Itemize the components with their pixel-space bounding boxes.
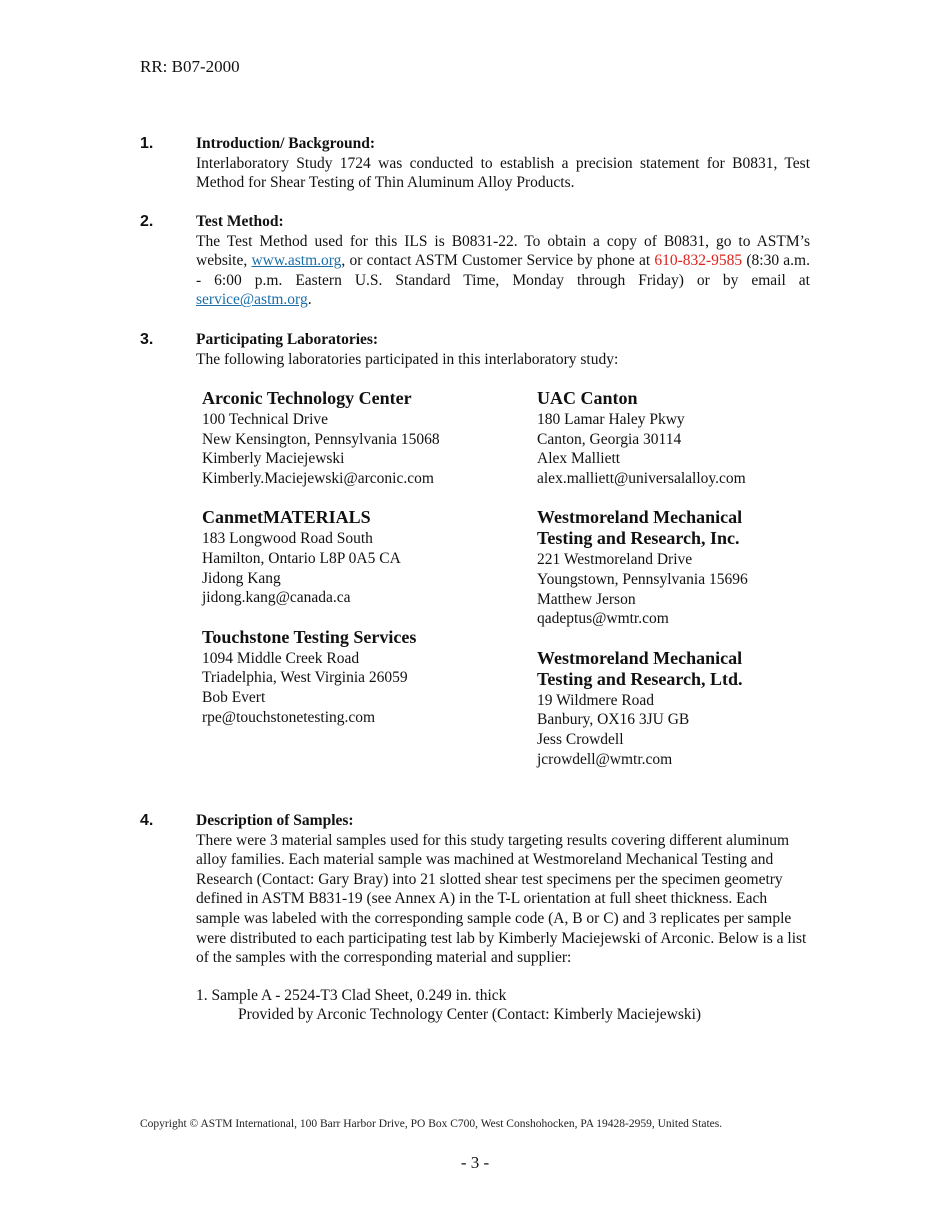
- lab-entry: [537, 388, 857, 488]
- lab-name-line: Westmoreland Mechanical: [537, 647, 743, 668]
- lab-column-right: [537, 388, 857, 788]
- lab-city: New Kensington, Pennsylvania 15068: [202, 430, 440, 448]
- section-text: [196, 232, 810, 310]
- lab-contact: Alex Malliett: [537, 450, 621, 468]
- astm-website-link[interactable]: www.astm.org: [251, 252, 342, 270]
- lab-address: 183 Longwood Road South: [202, 530, 373, 548]
- lab-city: Triadelphia, West Virginia 26059: [202, 669, 408, 687]
- lab-address: 100 Technical Drive: [202, 411, 329, 428]
- lab-email: jidong.kang@canada.ca: [202, 589, 351, 607]
- sample-provider: Provided by Arconic Technology Center (Contact: Kimberly Maciejewski): [238, 1006, 702, 1024]
- lab-city: Youngstown, Pennsylvania 15696: [537, 570, 748, 588]
- lab-email: jcrowdell@wmtr.com: [537, 750, 673, 768]
- copyright-notice: Copyright © ASTM International, 100 Barr Harbor Drive, PO Box C700, West Conshohocken, PA 19428-2959, United States.: [140, 1118, 723, 1130]
- text-segment: (8:30 a.m. - 6:00 p.m. Eastern U.S. Standard Time, Monday through Friday) or by email at: [196, 252, 810, 289]
- lab-entry: [202, 627, 522, 727]
- lab-name: [537, 648, 857, 690]
- lab-city: Banbury, OX16 3JU GB: [537, 711, 690, 729]
- lab-contact: Matthew Jerson: [537, 590, 636, 608]
- lab-name-line: Westmoreland Mechanical: [537, 507, 743, 528]
- text-segment: .: [307, 291, 312, 309]
- lab-address: 180 Lamar Haley Pkwy: [537, 411, 685, 428]
- lab-name-line: Testing and Research, Inc.: [537, 528, 740, 549]
- section-number: 4.: [140, 812, 154, 829]
- lab-name: Touchstone Testing Services: [202, 626, 417, 647]
- service-email-link[interactable]: service@astm.org: [196, 291, 308, 309]
- page-number: - 3 -: [460, 1153, 490, 1172]
- section-description-of-samples: [140, 811, 810, 1025]
- lab-contact: Jidong Kang: [202, 569, 281, 587]
- lab-entry: [537, 648, 857, 769]
- lab-entry: [202, 388, 522, 488]
- phone-number: 610-832-9585: [654, 252, 743, 270]
- lab-entry: [202, 507, 522, 607]
- text-segment: The Test Method used for this ILS is B0831-22. To obtain a copy of B0831, go to ASTM’s website,: [196, 232, 810, 270]
- lab-name-line: Testing and Research, Ltd.: [537, 668, 743, 689]
- section-title: Introduction/ Background:: [196, 135, 376, 152]
- lab-address: 19 Wildmere Road: [537, 691, 655, 709]
- section-participating-labs: [140, 330, 810, 369]
- lab-address: 1094 Middle Creek Road: [202, 649, 360, 667]
- section-title: Test Method:: [196, 213, 284, 230]
- laboratory-list: [202, 388, 822, 788]
- lab-name: Arconic Technology Center: [202, 388, 412, 408]
- lab-contact: Kimberly Maciejewski: [202, 450, 345, 468]
- lab-name: UAC Canton: [537, 388, 638, 408]
- lab-name: CanmetMATERIALS: [202, 507, 371, 528]
- lab-email: qadeptus@wmtr.com: [537, 610, 669, 628]
- lab-name: [537, 507, 857, 549]
- lab-email: alex.malliett@universalalloy.com: [537, 469, 746, 487]
- section-text: There were 3 material samples used for this study targeting results covering different aluminum alloy families. Each material sample was machined at Westmoreland Mechanical Testing and Research (Contact: Gary Bray) into 21 slotted shear test specimens per the specimen geometry defined in ASTM B831-19 (see Annex A) in the T-L orientation at full sheet thickness. Each sample was labeled with the corresponding sample code (A, B or C) and 3 replicates per sample were distributed to each participating test lab by Kimberly Maciejewski of Arconic. Below is a list of the samples with the corresponding material and supplier:: [196, 831, 807, 967]
- section-number: 2.: [140, 213, 154, 230]
- section-title: Description of Samples:: [196, 812, 354, 829]
- section-text: Interlaboratory Study 1724 was conducted to establish a precision statement for B0831, Test Method for Shear Testing of Thin Aluminum Alloy Products.: [196, 154, 810, 192]
- sample-list: [196, 986, 810, 1025]
- lab-city: Hamilton, Ontario L8P 0A5 CA: [202, 549, 401, 567]
- lab-contact: Bob Evert: [202, 688, 266, 706]
- lab-city: Canton, Georgia 30114: [537, 430, 682, 448]
- lab-email: Kimberly.Maciejewski@arconic.com: [202, 469, 434, 487]
- section-number: 3.: [140, 331, 154, 348]
- lab-column-left: [202, 388, 522, 746]
- lab-address: 221 Westmoreland Drive: [537, 551, 693, 569]
- section-introduction: [140, 134, 810, 193]
- lab-contact: Jess Crowdell: [537, 730, 624, 748]
- sample-item: 1. Sample A - 2524-T3 Clad Sheet, 0.249 in. thick: [196, 986, 507, 1004]
- lab-email: rpe@touchstonetesting.com: [202, 708, 376, 726]
- section-text: The following laboratories participated in this interlaboratory study:: [196, 350, 619, 368]
- lab-entry: [537, 507, 857, 628]
- section-number: 1.: [140, 135, 154, 152]
- section-title: Participating Laboratories:: [196, 331, 379, 348]
- section-test-method: [140, 212, 810, 310]
- document-id: RR: B07-2000: [140, 57, 240, 76]
- text-segment: , or contact ASTM Customer Service by phone at: [341, 252, 655, 270]
